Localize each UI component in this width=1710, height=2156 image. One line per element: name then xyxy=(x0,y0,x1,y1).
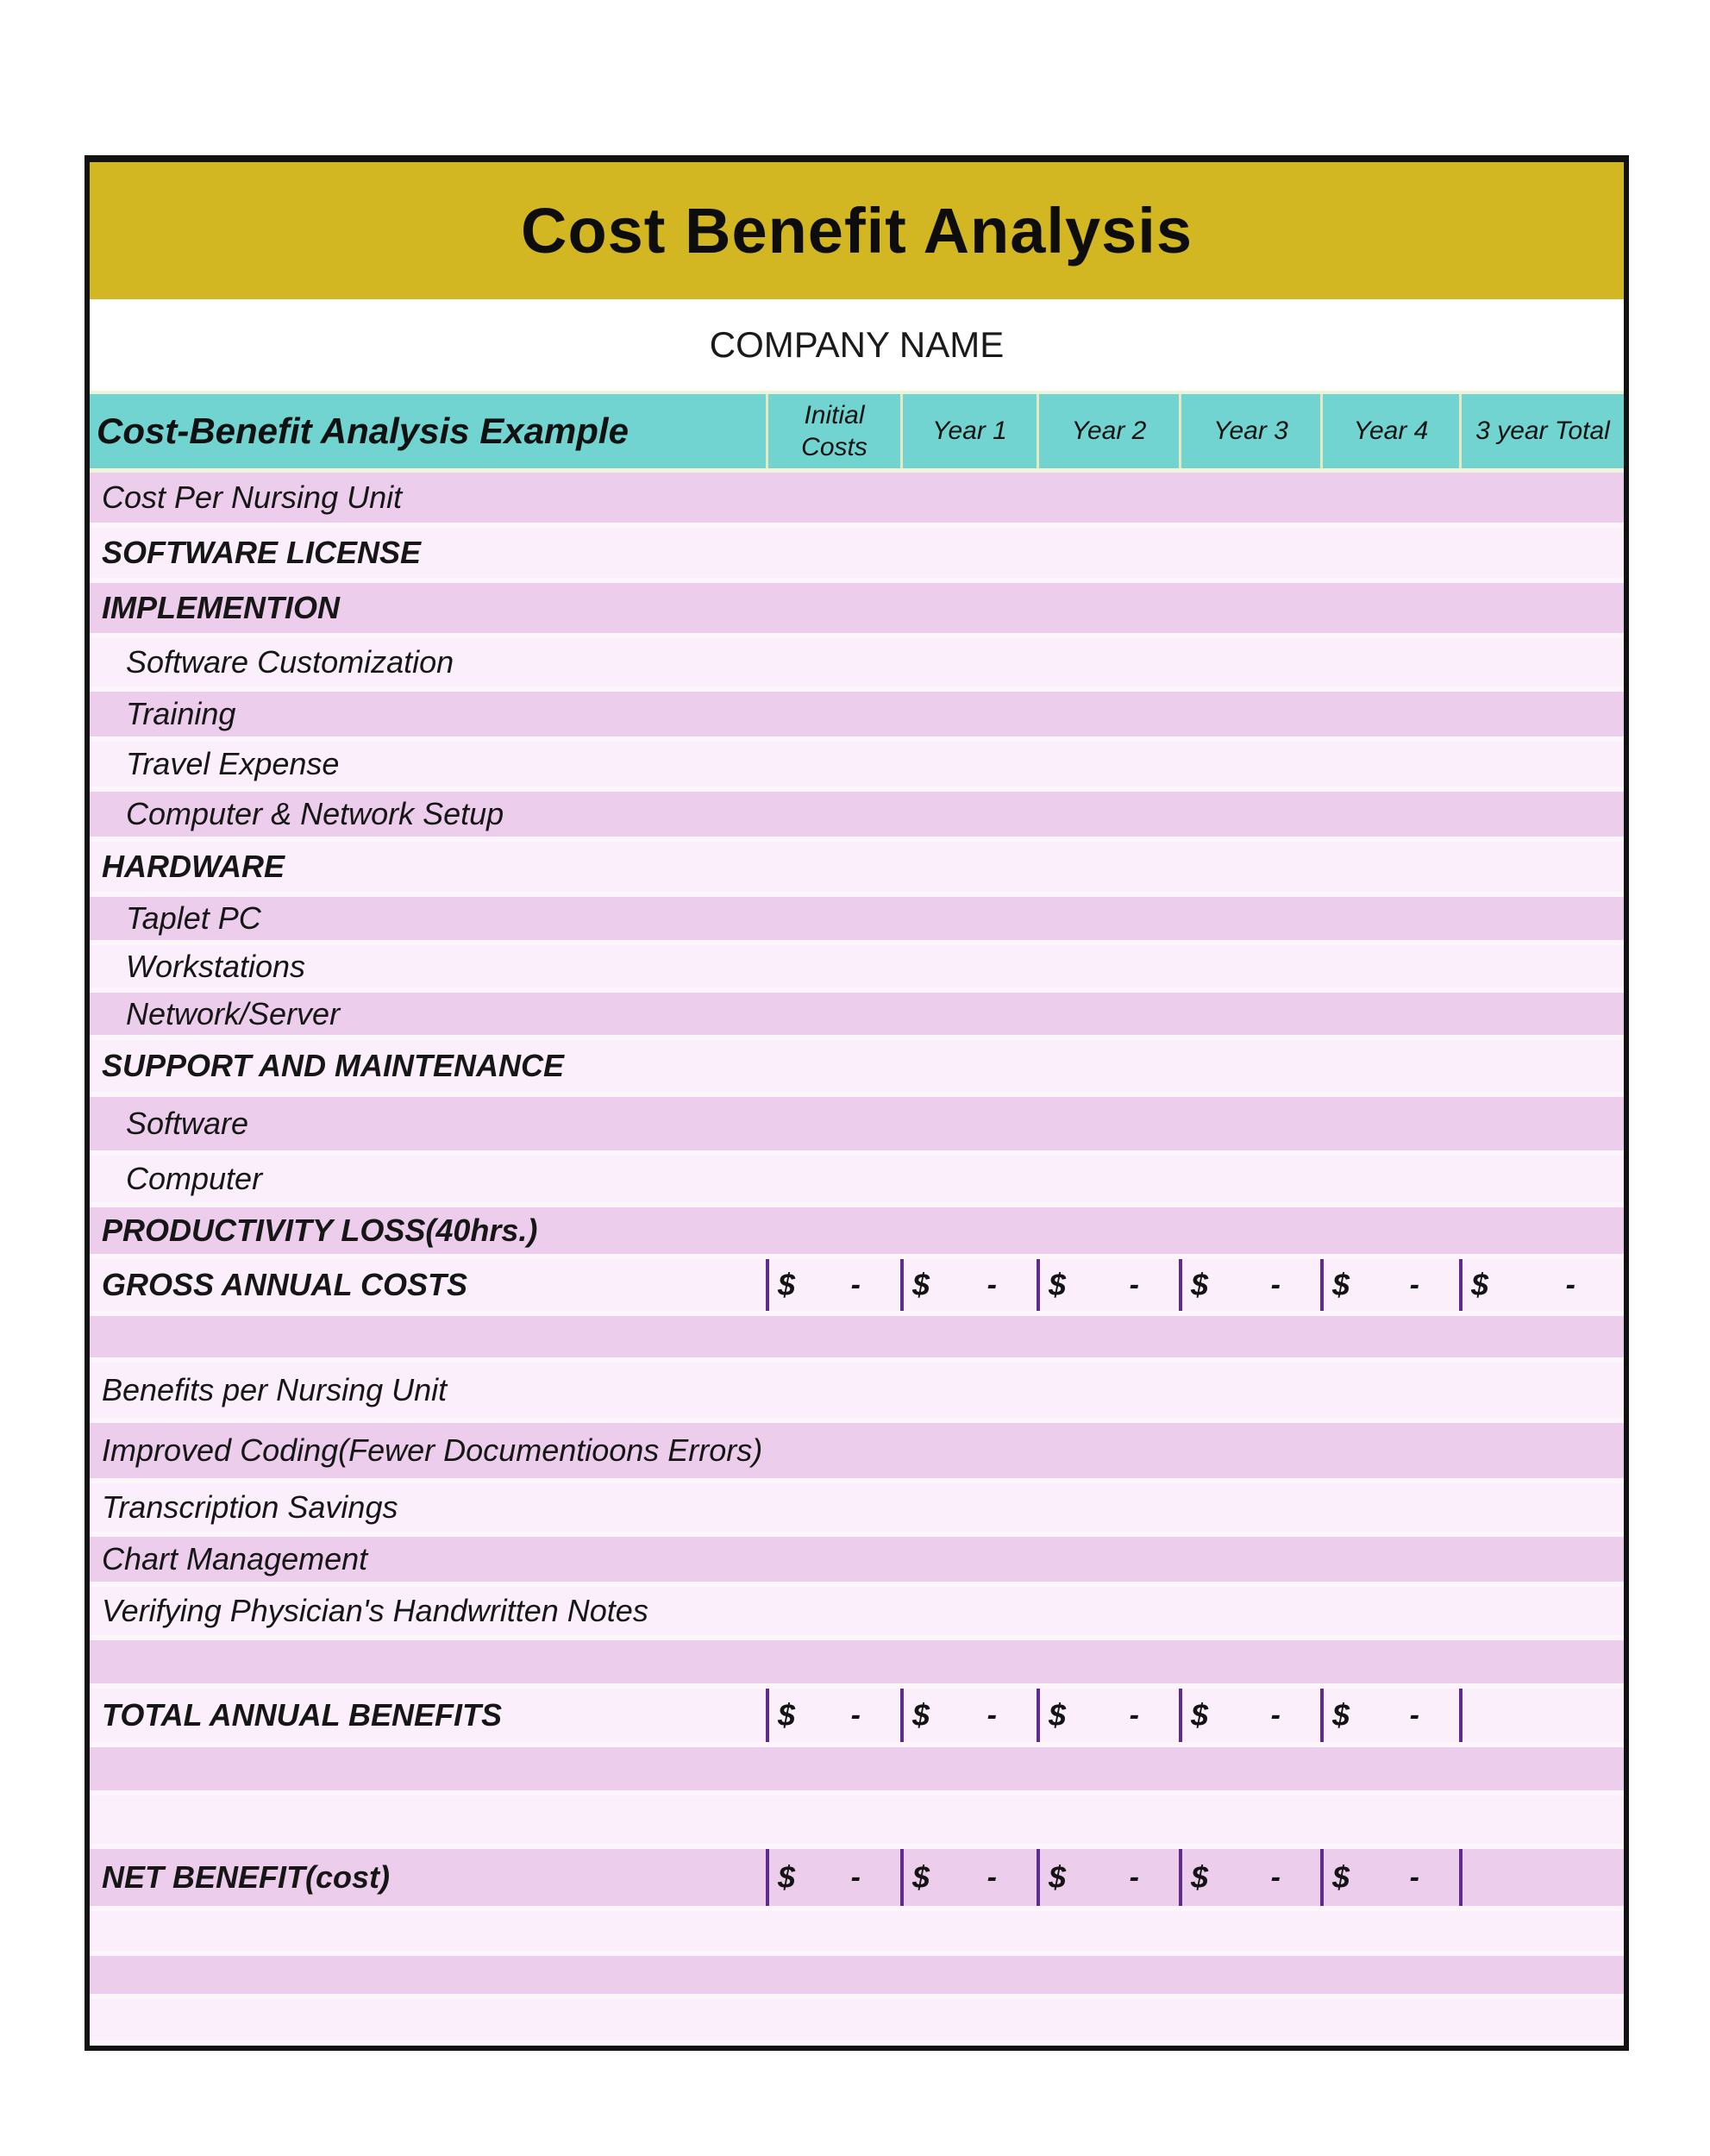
table-header-label: Cost-Benefit Analysis Example xyxy=(97,411,629,451)
row-label-cell: Computer xyxy=(126,1161,263,1196)
table-row xyxy=(90,692,1624,742)
value-cell-year-1[interactable] xyxy=(900,1689,1037,1742)
title-banner xyxy=(90,162,1624,299)
value-cell-year-1[interactable] xyxy=(900,1259,1037,1311)
row-label-cell: NET BENEFIT(cost) xyxy=(102,1859,391,1895)
table-row xyxy=(90,1040,1624,1097)
currency-symbol: $ xyxy=(778,1697,796,1733)
currency-symbol: $ xyxy=(912,1697,930,1733)
row-label-cell: Travel Expense xyxy=(126,746,340,781)
value-cell-year-3[interactable] xyxy=(1179,1849,1320,1906)
table-row xyxy=(90,1207,1624,1259)
amount-value: - xyxy=(850,1860,861,1894)
table-row xyxy=(90,1259,1624,1316)
value-cell-year-2[interactable] xyxy=(1037,1259,1179,1311)
amount-value: - xyxy=(987,1860,997,1894)
table-row xyxy=(90,1587,1624,1640)
currency-symbol: $ xyxy=(1049,1859,1067,1895)
column-header-year-2: Year 2 xyxy=(1037,394,1179,468)
company-row xyxy=(90,299,1624,391)
currency-symbol: $ xyxy=(778,1267,796,1302)
table-body xyxy=(90,473,1624,2046)
row-label-cell: Software Customization xyxy=(126,644,454,680)
blank-row xyxy=(90,1316,1624,1363)
table-row xyxy=(90,842,1624,897)
table-row xyxy=(90,945,1624,993)
row-label-cell: Cost Per Nursing Unit xyxy=(102,479,403,515)
currency-symbol: $ xyxy=(1332,1267,1350,1302)
blank-row xyxy=(90,1956,1624,1999)
row-label-cell: IMPLEMENTION xyxy=(102,590,340,625)
amount-value: - xyxy=(1270,1698,1281,1732)
table-row xyxy=(90,1483,1624,1537)
blank-row xyxy=(90,1747,1624,1796)
currency-symbol: $ xyxy=(1191,1267,1209,1302)
row-label-cell: SOFTWARE LICENSE xyxy=(102,535,422,570)
table-row xyxy=(90,583,1624,638)
blank-row xyxy=(90,1796,1624,1849)
value-cell-3-year-total[interactable] xyxy=(1459,1689,1624,1742)
value-cell-year-4[interactable] xyxy=(1320,1259,1459,1311)
amount-value: - xyxy=(1270,1268,1281,1301)
row-label-cell xyxy=(90,1911,766,1951)
row-label-cell xyxy=(90,1640,766,1683)
table-row xyxy=(90,993,1624,1040)
value-cell-year-1[interactable] xyxy=(900,1849,1037,1906)
currency-symbol: $ xyxy=(912,1267,930,1302)
row-label-cell: Verifying Physician's Handwritten Notes xyxy=(102,1593,648,1628)
column-header-year-1: Year 1 xyxy=(900,394,1037,468)
value-cell-3-year-total[interactable] xyxy=(1459,1849,1624,1906)
value-cell-initial-costs[interactable] xyxy=(766,1259,900,1311)
currency-symbol: $ xyxy=(1332,1697,1350,1733)
amount-value: - xyxy=(987,1698,997,1732)
company-name: COMPANY NAME xyxy=(709,324,1005,365)
row-label-cell: HARDWARE xyxy=(102,849,285,884)
table-row xyxy=(90,742,1624,792)
row-label-cell: Benefits per Nursing Unit xyxy=(102,1372,448,1407)
column-header-year-4: Year 4 xyxy=(1320,394,1459,468)
value-cell-year-2[interactable] xyxy=(1037,1849,1179,1906)
value-cell-year-3[interactable] xyxy=(1179,1259,1320,1311)
row-label-cell: Software xyxy=(126,1106,249,1141)
row-label-cell xyxy=(90,1796,766,1844)
row-label-cell: SUPPORT AND MAINTENANCE xyxy=(102,1048,565,1083)
row-label-cell: Transcription Savings xyxy=(102,1489,398,1525)
row-label-cell xyxy=(90,1316,766,1357)
spreadsheet xyxy=(85,155,1629,2051)
column-header-3-year-total: 3 year Total xyxy=(1459,394,1624,468)
value-cell-year-3[interactable] xyxy=(1179,1689,1320,1742)
amount-value: - xyxy=(1409,1860,1419,1894)
table-row xyxy=(90,638,1624,692)
row-label-cell: PRODUCTIVITY LOSS(40hrs.) xyxy=(102,1213,538,1248)
currency-symbol: $ xyxy=(1332,1859,1350,1895)
table-row xyxy=(90,1097,1624,1156)
amount-value: - xyxy=(1270,1860,1281,1894)
currency-symbol: $ xyxy=(1049,1267,1067,1302)
table-row xyxy=(90,1849,1624,1911)
row-label-cell: TOTAL ANNUAL BENEFITS xyxy=(102,1697,503,1733)
blank-row xyxy=(90,1999,1624,2046)
row-label-cell xyxy=(90,1999,766,2040)
amount-value: - xyxy=(1409,1268,1419,1301)
row-label-cell xyxy=(90,1747,766,1790)
value-cell-year-4[interactable] xyxy=(1320,1689,1459,1742)
row-label-cell: Workstations xyxy=(126,948,306,984)
currency-symbol: $ xyxy=(1191,1859,1209,1895)
amount-value: - xyxy=(1129,1698,1139,1732)
amount-value: - xyxy=(850,1268,861,1301)
row-label-cell: Network/Server xyxy=(126,995,341,1031)
amount-value: - xyxy=(1409,1698,1419,1732)
row-label-cell: Chart Management xyxy=(102,1541,368,1576)
value-cell-year-4[interactable] xyxy=(1320,1849,1459,1906)
currency-symbol: $ xyxy=(778,1859,796,1895)
column-header-year-3: Year 3 xyxy=(1179,394,1320,468)
table-row xyxy=(90,528,1624,583)
table-row xyxy=(90,897,1624,945)
page-title: Cost Benefit Analysis xyxy=(521,195,1193,266)
amount-value: - xyxy=(1129,1860,1139,1894)
currency-symbol: $ xyxy=(912,1859,930,1895)
currency-symbol: $ xyxy=(1049,1697,1067,1733)
table-row xyxy=(90,1423,1624,1483)
amount-value: - xyxy=(987,1268,997,1301)
currency-symbol: $ xyxy=(1471,1267,1489,1302)
column-header-initial-costs: Initial Costs xyxy=(766,394,900,468)
row-label-cell xyxy=(90,1956,766,1994)
table-row xyxy=(90,1537,1624,1587)
value-cell-3-year-total[interactable] xyxy=(1459,1259,1624,1311)
row-label-cell: Taplet PC xyxy=(126,900,261,936)
table-row xyxy=(90,792,1624,842)
table-row xyxy=(90,1363,1624,1423)
amount-value: - xyxy=(1565,1268,1575,1301)
value-cell-year-2[interactable] xyxy=(1037,1689,1179,1742)
table-header-row xyxy=(90,391,1624,473)
blank-row xyxy=(90,1640,1624,1689)
blank-row xyxy=(90,1911,1624,1956)
row-label-cell: Improved Coding(Fewer Documentioons Errors) xyxy=(102,1432,763,1468)
value-cell-initial-costs[interactable] xyxy=(766,1849,900,1906)
amount-value: - xyxy=(850,1698,861,1732)
currency-symbol: $ xyxy=(1191,1697,1209,1733)
row-label-cell: GROSS ANNUAL COSTS xyxy=(102,1267,468,1302)
table-row xyxy=(90,473,1624,528)
row-label-cell: Training xyxy=(126,696,236,731)
table-row xyxy=(90,1689,1624,1747)
amount-value: - xyxy=(1129,1268,1139,1301)
table-row xyxy=(90,1156,1624,1207)
row-label-cell: Computer & Network Setup xyxy=(126,796,504,831)
value-cell-initial-costs[interactable] xyxy=(766,1689,900,1742)
